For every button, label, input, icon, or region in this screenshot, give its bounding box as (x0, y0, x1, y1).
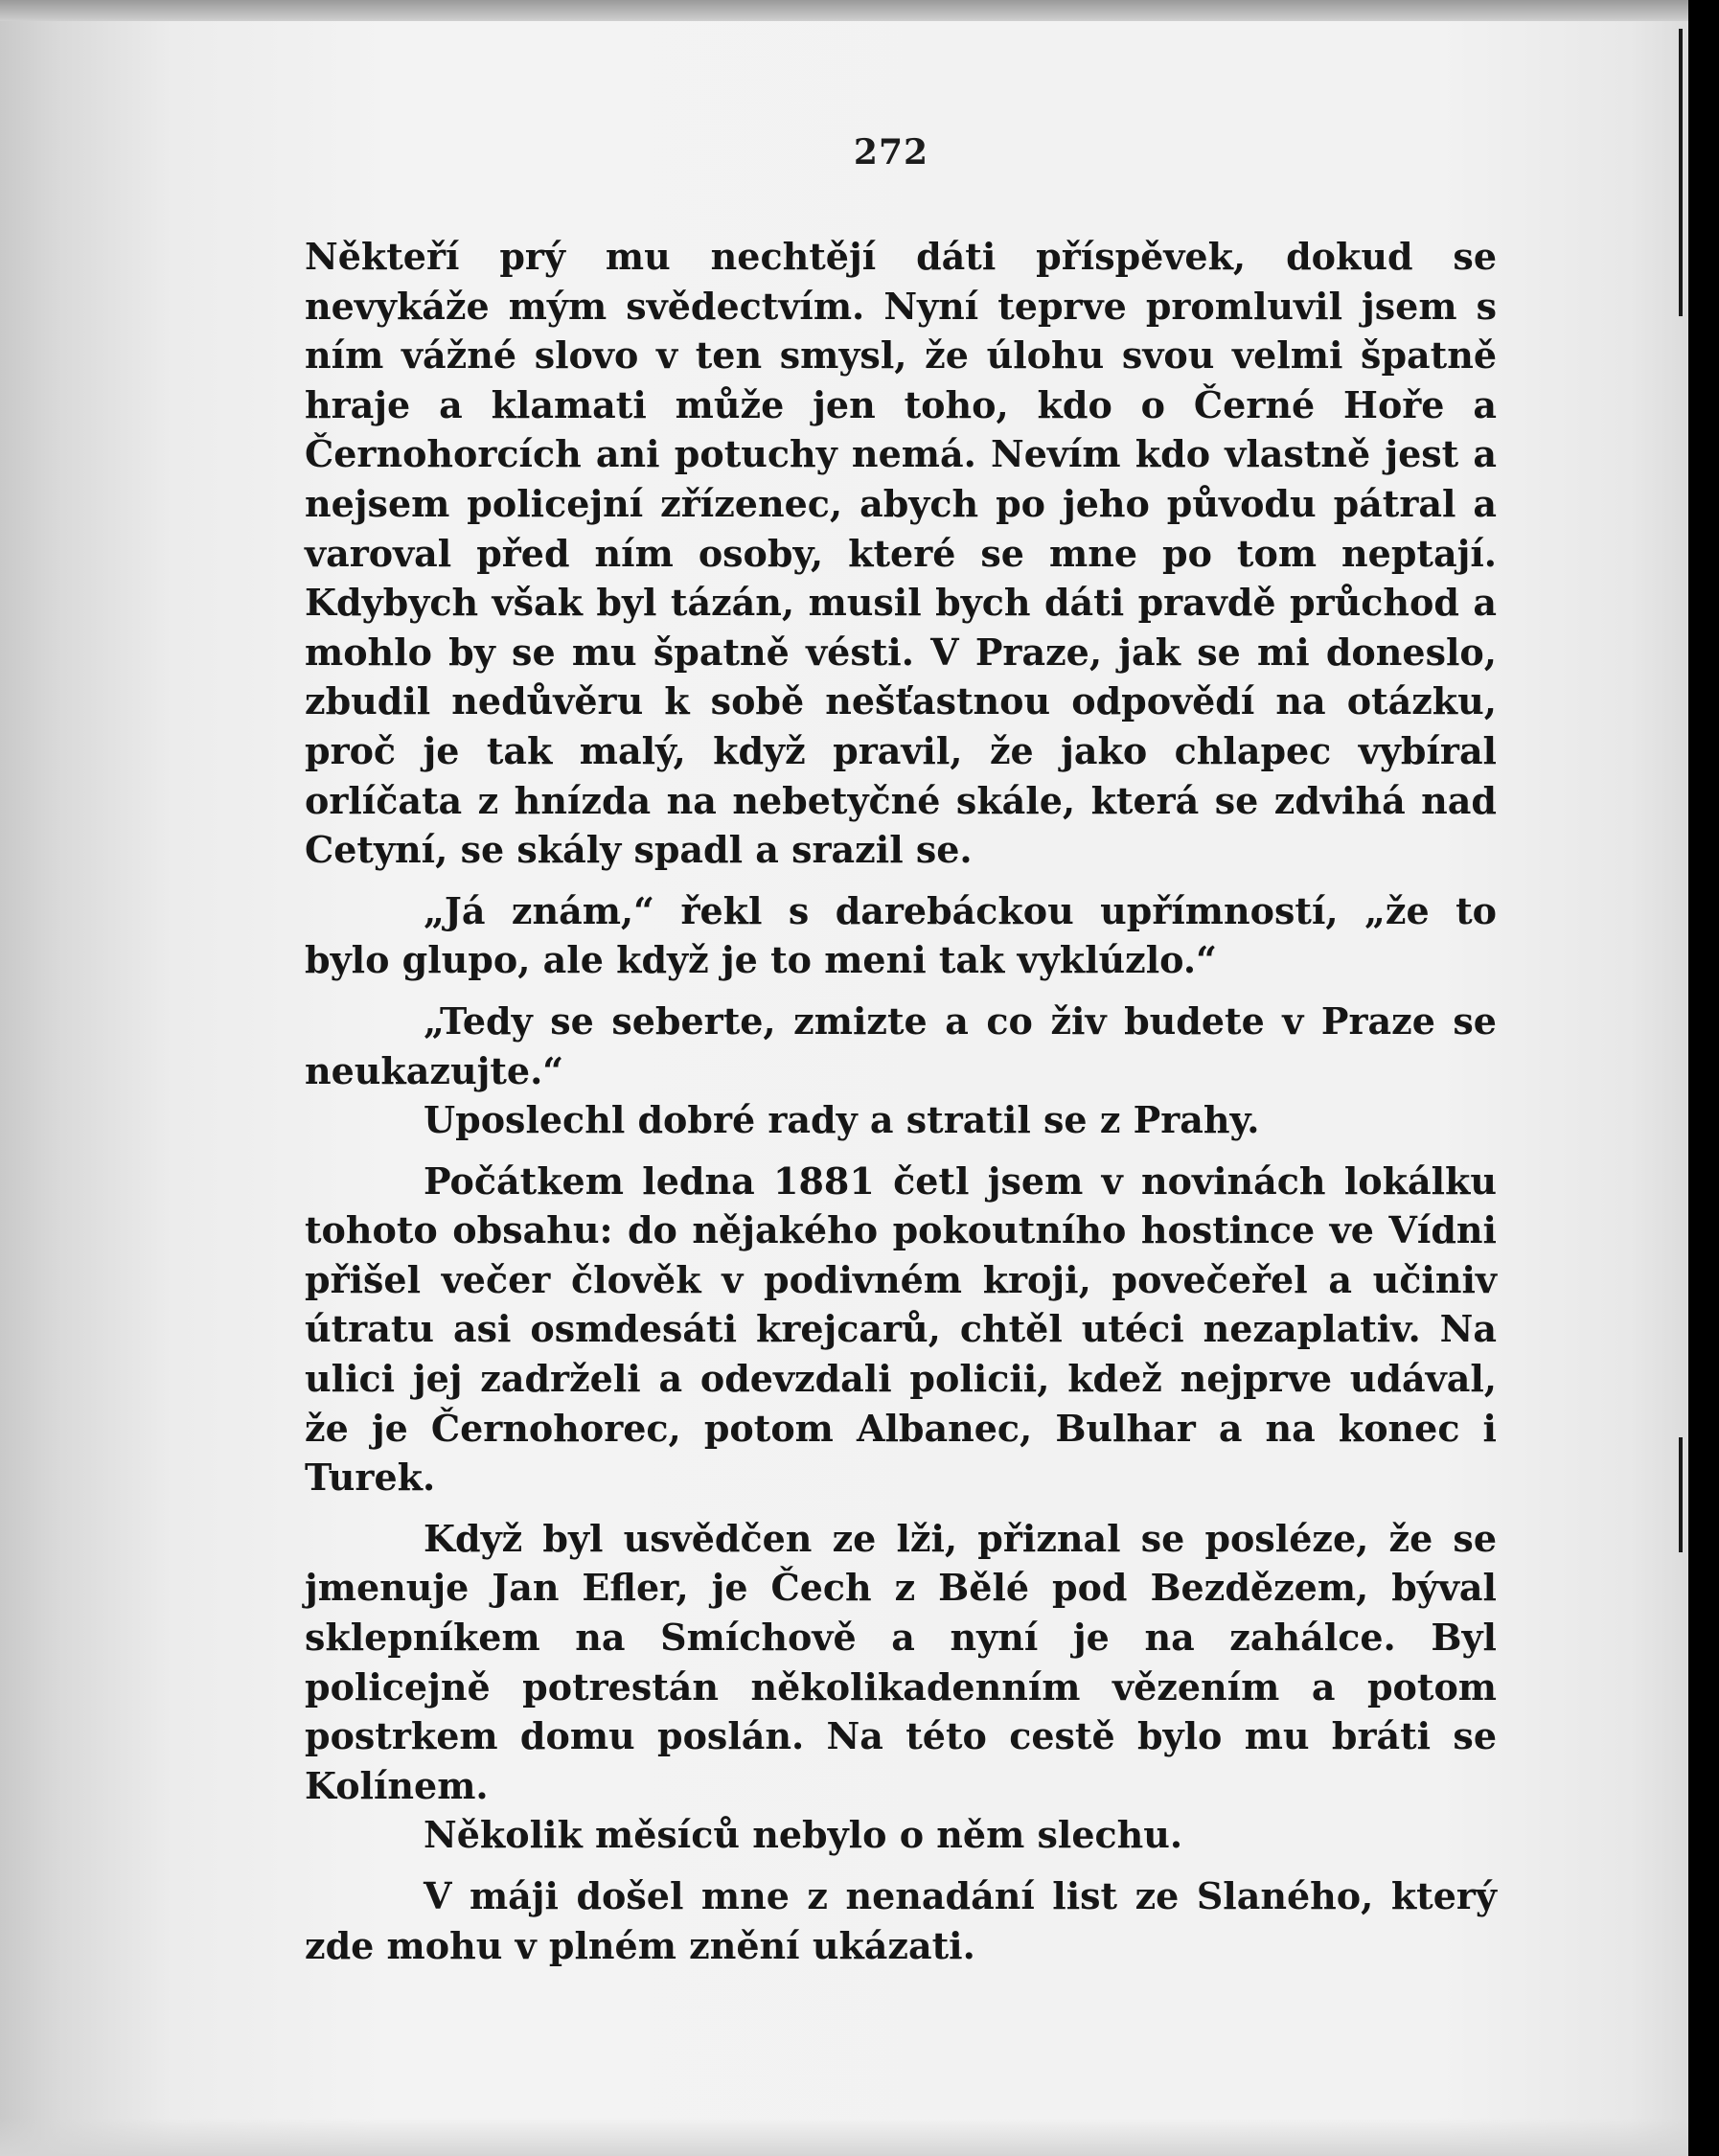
paragraph-8: V máji došel mne z nenadání list ze Slaného, který zde mohu v plném znění ukázati. (305, 1874, 1497, 1967)
paragraph-1: Někteří prý mu nechtějí dáti příspěvek, dokud se nevykáže mým svědectvím. Nyní teprve promluvil jsem s ním vážné slovo v ten smysl, že úlohu svou velmi špatně hraje a klamati může jen toho, kdo o Černé Hoře a Černohorcích ani potuchy nemá. Nevím kdo vlastně jest a nejsem policejní zřízenec, abych po jeho původu pátral a varoval před ním osoby, které se mne po tom neptají. Kdybych však byl tázán, musil bych dáti pravdě průchod a mohlo by se mu špatně vésti. V Praze, jak se mi doneslo, zbudil nedůvěru k sobě nešťastnou odpovědí na otázku, proč je tak malý, když pravil, že jako chlapec vybíral orlíčata z hnízda na nebetyčné skále, která se zdvihá nad Cetyní, se skály spadl a srazil se. (305, 235, 1497, 872)
paragraph-6: Když byl usvědčen ze lži, přiznal se posléze, že se jmenuje Jan Efler, je Čech z Bělé pod Bezdězem, býval sklepníkem na Smíchově a nyní je na zahálce. Byl policejně potrestán několikadenním vězením a potom postrkem domu poslán. Na této cestě bylo mu bráti se Kolínem. (305, 1516, 1497, 1807)
paragraph-3: „Tedy se seberte, zmizte a co živ budete v Praze se neukazujte.“ (305, 998, 1497, 1092)
page-number: 272 (853, 132, 929, 172)
paragraph-4: Uposlechl dobré rady a stratil se z Prahy. (424, 1098, 1260, 1142)
scan-border (1688, 0, 1719, 2156)
paragraph-5: Počátkem ledna 1881 četl jsem v novinách lokálku tohoto obsahu: do nějakého pokoutního hostince ve Vídni přišel večer člověk v podivném kroji, povečeřel a učiniv útratu asi osmdesáti krejcarů, chtěl utéci nezaplativ. Na ulici jej zadrželi a odevzdali policii, kdež nejprve udával, že je Černohorec, potom Albanec, Bulhar a na konec i Turek. (305, 1158, 1497, 1500)
binding-edge-line (1679, 1437, 1683, 1552)
body-text (305, 232, 1497, 1970)
binding-edge-line (1679, 29, 1683, 316)
paragraph-7: Několik měsíců nebylo o něm slechu. (424, 1813, 1183, 1857)
paragraph-2: „Já znám,“ řekl s darebáckou upřímností, „že to bylo glupo, ale když je to meni tak vyklúzlo.“ (305, 888, 1497, 982)
